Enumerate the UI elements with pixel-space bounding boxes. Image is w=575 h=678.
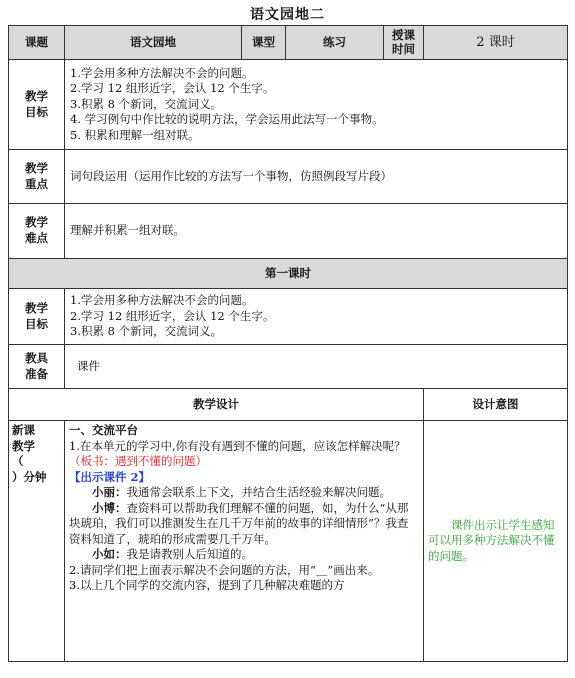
design-header: 教学设计 <box>9 389 424 421</box>
goals-label: 教学目标 <box>9 60 65 150</box>
goal-item: 4. 学习例句中作比较的说明方法，学会运用此法写一个事物。 <box>70 112 384 127</box>
page-title: 语文园地二 <box>250 7 325 23</box>
header-type-value: 练习 <box>286 26 384 60</box>
goal-item: 3.积累 8 个新词，交流词义。 <box>70 96 223 111</box>
section-heading: 一、交流平台 <box>69 423 138 437</box>
difficulty-row <box>9 204 568 259</box>
student-remark: 小丽：我通常会联系上下文，并结合生活经验来解决问题。 <box>92 485 391 500</box>
goal-item: 5. 积累和理解一组对联。 <box>70 127 200 142</box>
goal-item: 3.积累 8 个新词，交流词义。 <box>70 324 223 339</box>
courseware-note: 【出示课件 2】 <box>69 469 151 484</box>
goal-item: 1.学会用多种方法解决不会的问题。 <box>70 293 254 308</box>
lesson-row <box>9 259 568 289</box>
lesson-goals-list <box>65 289 568 345</box>
goal-item: 2.学习 12 组形近字，会认 12 个生字。 <box>70 81 275 96</box>
lesson-goals-label: 教学目标 <box>9 289 65 345</box>
intent-header: 设计意图 <box>424 389 568 421</box>
question-3: 3.以上几个同学的交流内容，提到了几种解决难题的方 <box>69 578 345 593</box>
tools-row <box>9 345 568 389</box>
header-topic-label: 课题 <box>9 26 65 60</box>
header-row <box>9 26 568 60</box>
goals-row <box>9 60 568 150</box>
lesson-goals-row <box>9 289 568 345</box>
key-row <box>9 150 568 204</box>
design-intent: 课件出示让学生感知可以用多种方法解决不懂的问题。 <box>424 421 568 662</box>
design-header-row <box>9 389 568 421</box>
session-time-label: 新课 教学 （ ）分钟 <box>9 421 65 662</box>
tools-label: 教具准备 <box>9 345 65 389</box>
difficulty-label: 教学难点 <box>9 204 65 259</box>
header-topic-value: 语文园地 <box>65 26 242 60</box>
lesson-plan-table <box>8 25 568 662</box>
goal-item: 2.学习 12 组形近字，会认 12 个生字。 <box>70 308 275 323</box>
question-2: 2.请同学们把上面表示解决不会问题的方法，用“＿”画出来。 <box>69 562 380 577</box>
design-row <box>9 421 568 662</box>
goal-item: 1.学会用多种方法解决不会的问题。 <box>70 65 254 80</box>
lesson-title: 第一课时 <box>9 259 568 289</box>
key-text: 词句段运用（运用作比较的方法写一个事物，仿照例段写片段） <box>65 150 568 204</box>
design-content <box>65 421 424 662</box>
header-time-label: 授课时间 <box>384 26 424 60</box>
board-note: （板书：遇到不懂的问题） <box>69 454 207 469</box>
difficulty-text: 理解并积累一组对联。 <box>65 204 568 259</box>
question-1: 1.在本单元的学习中,你有没有遇到不懂的问题，应该怎样解决呢？（板书：遇到不懂的问题） <box>69 438 406 469</box>
header-type-label: 课型 <box>242 26 286 60</box>
key-label: 教学重点 <box>9 150 65 204</box>
header-hours-value: 2 课时 <box>424 26 568 60</box>
tools-text: 课件 <box>65 345 568 389</box>
student-remark: 小如：我是请教别人后知道的。 <box>92 547 253 562</box>
goals-list <box>65 60 568 150</box>
student-remark: 小博：查资料可以帮助我们理解不懂的问题，如，为什么“从那块琥珀，我们可以推测发生在几千万年前的故事的详细情形”？我查资料知道了，琥珀的形成需要几千万年。 <box>69 500 409 546</box>
